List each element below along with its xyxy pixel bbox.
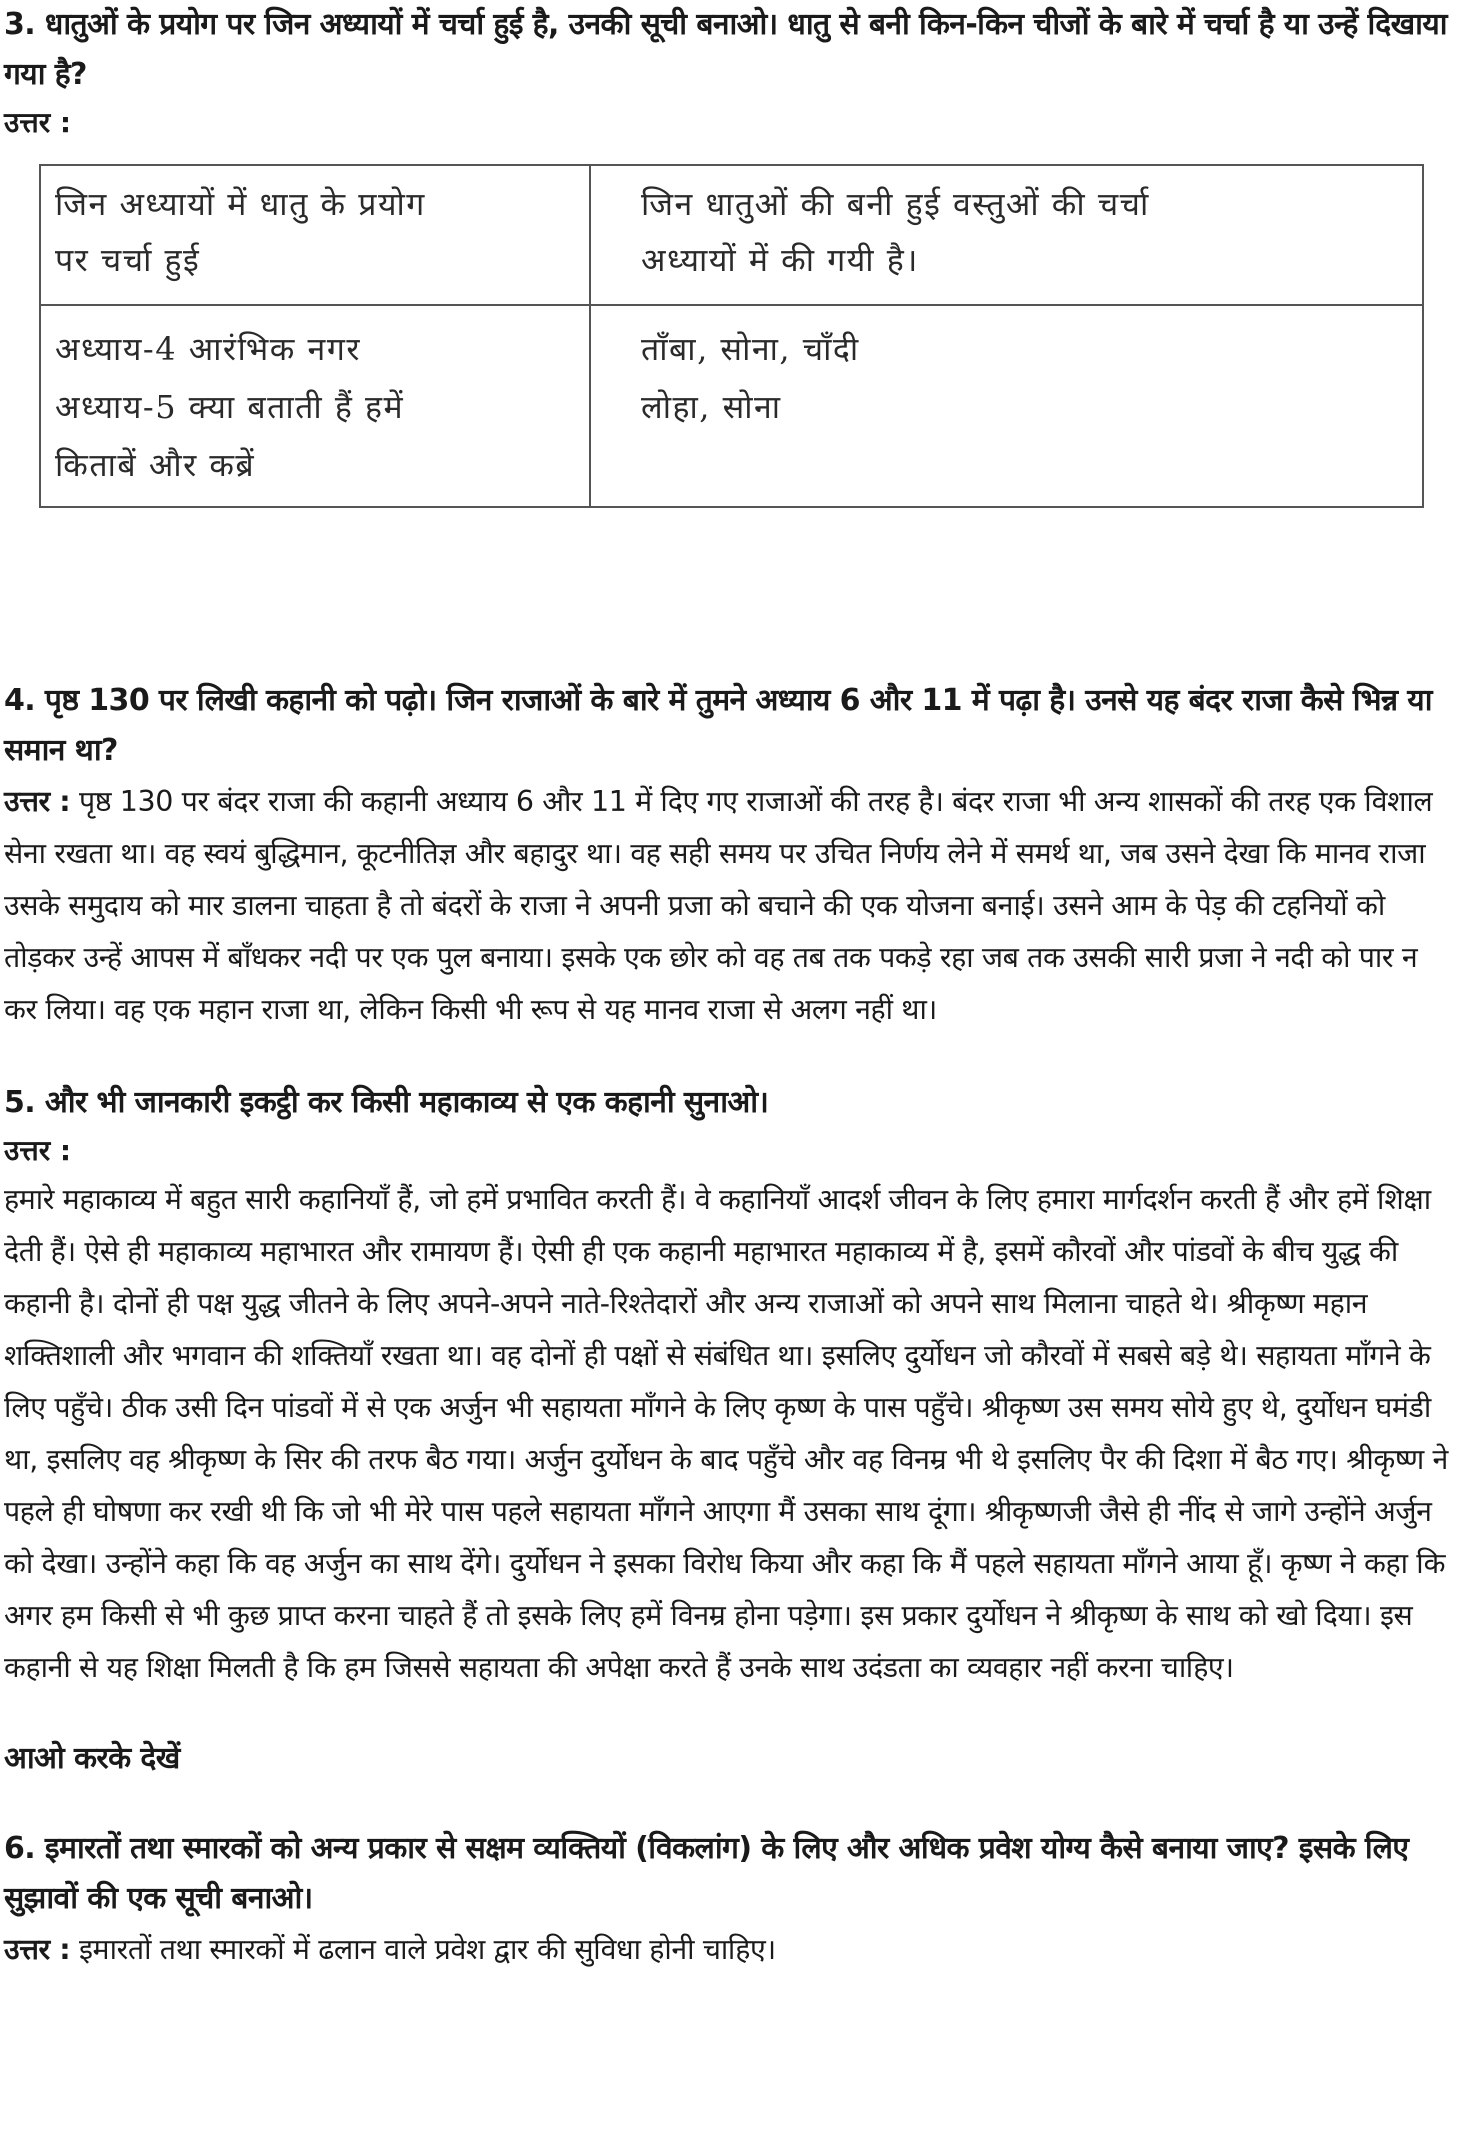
table-cell-chapters: [40, 305, 590, 507]
section-heading: आओ करके देखें: [4, 1741, 180, 1776]
answer-text-6: इमारतों तथा स्मारकों में ढलान वाले प्रवेश द्वार की सुविधा होनी चाहिए।: [78, 1933, 776, 1966]
table-header-metals: [590, 165, 1423, 305]
question-4: 4. पृष्ठ 130 पर लिखी कहानी को पढ़ो। जिन राजाओं के बारे में तुमने अध्याय 6 और 11 में पढ़ा है। उनसे यह बंदर राजा कैसे भिन्न या समान था?: [4, 683, 1432, 768]
answer-text-5: हमारे महाकाव्य में बहुत सारी कहानियाँ हैं, जो हमें प्रभावित करती हैं। वे कहानियाँ आदर्श जीवन के लिए हमारा मार्गदर्शन करती हैं और हमें शिक्षा देती हैं। ऐसे ही महाकाव्य महाभारत और रामायण हैं। ऐसी ही एक कहानी महाभारत महाकाव्य में है, इसमें कौरवों और पांडवों के बीच युद्ध की कहानी है। दोनों ही पक्ष युद्ध जीतने के लिए अपने-अपने नाते-रिश्तेदारों और अन्य राजाओं को अपने साथ मिलाना चाहते थे। श्रीकृष्ण महान शक्तिशाली और भगवान की शक्तियाँ रखता था। वह दोनों ही पक्षों से संबंधित था। इसलिए दुर्योधन जो कौरवों में सबसे बड़े थे। सहायता माँगने के लिए पहुँचे। ठीक उसी दिन पांडवों में से एक अर्जुन भी सहायता माँगने के लिए कृष्ण के पास पहुँचे। श्रीकृष्ण उस समय सोये हुए थे, दुर्योधन घमंडी था, इसलिए वह श्रीकृष्ण के सिर की तरफ बैठ गया। अर्जुन दुर्योधन के बाद पहुँचे और वह विनम्र भी थे इसलिए पैर की दिशा में बैठ गए। श्रीकृष्ण ने पहले ही घोषणा कर रखी थी कि जो भी मेरे पास पहले सहायता माँगने आएगा मैं उसका साथ दूंगा। श्रीकृष्णजी जैसे ही नींद से जागे उन्होंने अर्जुन को देखा। उन्होंने कहा कि वह अर्जुन का साथ देंगे। दुर्योधन ने इसका विरोध किया और कहा कि मैं पहले सहायता माँगने आया हूँ। कृष्ण ने कहा कि अगर हम किसी से भी कुछ प्राप्त करना चाहते हैं तो इसके लिए हमें विनम्र होना पड़ेगा। इस प्रकार दुर्योधन ने श्रीकृष्ण के साथ को खो दिया। इस कहानी से यह शिक्षा मिलती है कि हम जिससे सहायता की अपेक्षा करते हैं उनके साथ उदंडता का व्यवहार नहीं करना चाहिए।: [4, 1183, 1448, 1684]
table-header-text: जिन धातुओं की बनी हुई वस्तुओं की चर्चा: [641, 185, 1150, 223]
spacer: [4, 1694, 1450, 1734]
table-header-text: अध्यायों में की गयी है।: [641, 241, 919, 279]
table-cell-text: किताबें और कब्रें: [55, 446, 256, 484]
answer-label-4: उत्तर :: [4, 785, 71, 818]
table-header-chapters: [40, 165, 590, 305]
spacer: [4, 1036, 1450, 1078]
answer-6: [4, 1924, 1450, 1976]
answer-text-4: पृष्ठ 130 पर बंदर राजा की कहानी अध्याय 6 और 11 में दिए गए राजाओं की तरह है। बंदर राजा भी अन्य शासकों की तरह एक विशाल सेना रखता था। वह स्वयं बुद्धिमान, कूटनीतिज्ञ और बहादुर था। वह सही समय पर उचित निर्णय लेने में समर्थ था, जब उसने देखा कि मानव राजा उसके समुदाय को मार डालना चाहता है तो बंदरों के राजा ने अपनी प्रजा को बचाने की एक योजना बनाई। उसने आम के पेड़ की टहनियों को तोड़कर उन्हें आपस में बाँधकर नदी पर एक पुल बनाया। इसके एक छोर को वह तब तक पकड़े रहा जब तक उसकी सारी प्रजा ने नदी को पार न कर लिया। वह एक महान राजा था, लेकिन किसी भी रूप से यह मानव राजा से अलग नहीं था।: [4, 785, 1433, 1026]
metals-table: [39, 164, 1424, 508]
table-cell-text: ताँबा, सोना, चाँदी: [641, 330, 860, 368]
table-header-text: जिन अध्यायों में धातु के प्रयोग: [55, 185, 426, 223]
answer-4: [4, 776, 1450, 1036]
answer-label-6: उत्तर :: [4, 1933, 71, 1966]
spacer: [4, 508, 1450, 676]
answer-label-5: उत्तर :: [4, 1134, 72, 1167]
metals-table-wrapper: [39, 164, 1424, 508]
table-cell-text: लोहा, सोना: [641, 388, 782, 426]
spacer: [4, 1784, 1450, 1824]
table-cell-metals: [590, 305, 1423, 507]
table-cell-text: अध्याय-5 क्या बताती हैं हमें: [55, 388, 405, 426]
answer-label-3: उत्तर :: [4, 106, 72, 139]
question-5: 5. और भी जानकारी इकट्ठी कर किसी महाकाव्य से एक कहानी सुनाओ।: [4, 1085, 769, 1120]
table-row: [40, 305, 1423, 507]
question-6: 6. इमारतों तथा स्मारकों को अन्य प्रकार से सक्षम व्यक्तियों (विकलांग) के लिए और अधिक प्रवेश योग्य कैसे बनाया जाए? इसके लिए सुझावों की एक सूची बनाओ।: [4, 1831, 1409, 1916]
question-3: 3. धातुओं के प्रयोग पर जिन अध्यायों में चर्चा हुई है, उनकी सूची बनाओ। धातु से बनी किन-किन चीजों के बारे में चर्चा है या उन्हें दिखाया गया है?: [4, 7, 1447, 92]
table-header-text: पर चर्चा हुई: [55, 241, 201, 279]
table-header-row: [40, 165, 1423, 305]
table-cell-text: अध्याय-4 आरंभिक नगर: [55, 330, 361, 368]
